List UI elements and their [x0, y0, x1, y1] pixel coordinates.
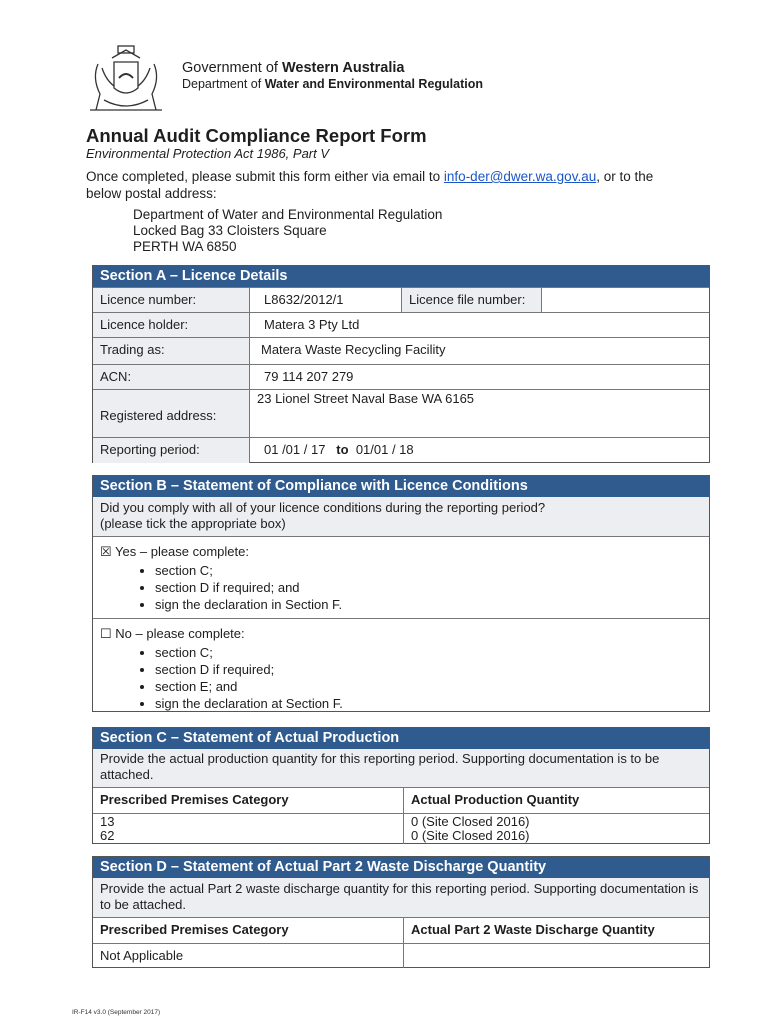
table-cell-quantity[interactable]: 0 (Site Closed 2016)	[411, 814, 530, 829]
address-line: Locked Bag 33 Cloisters Square	[133, 223, 327, 238]
production-table-body	[93, 813, 709, 844]
licence-holder-row	[93, 312, 709, 337]
list-item: • sign the declaration at Section F.	[155, 695, 702, 712]
yes-checkbox[interactable]: ☒	[100, 544, 112, 559]
section-d-waste-discharge	[92, 856, 710, 968]
quantity-column-header: Actual Production Quantity	[403, 788, 709, 813]
list-item: • section E; and	[155, 678, 702, 695]
trading-as-row	[93, 337, 709, 364]
address-line: Department of Water and Environmental Regulation	[133, 207, 443, 222]
acn-row	[93, 364, 709, 389]
no-steps-list	[100, 644, 702, 712]
production-instruction: Provide the actual production quantity for this reporting period. Supporting documentation is to be attached.	[93, 749, 709, 787]
no-option	[93, 618, 709, 712]
section-b-compliance	[92, 475, 710, 712]
reporting-period-label: Reporting period:	[93, 438, 249, 463]
licence-number-field[interactable]: L8632/2012/1	[249, 288, 401, 312]
section-c-production	[92, 727, 710, 844]
yes-option	[93, 536, 709, 618]
table-cell-category[interactable]: Not Applicable	[100, 948, 184, 963]
discharge-table-header	[93, 917, 709, 943]
registered-address-field[interactable]: 23 Lionel Street Naval Base WA 6165	[249, 390, 709, 437]
email-link[interactable]: info-der@dwer.wa.gov.au	[443, 169, 597, 184]
licence-file-number-label: Licence file number:	[401, 288, 541, 312]
trading-as-field[interactable]: Matera Waste Recycling Facility	[249, 338, 709, 364]
table-cell-category[interactable]: 62	[100, 828, 115, 843]
registered-address-label: Registered address:	[93, 390, 249, 437]
compliance-question: Did you comply with all of your licence conditions during the reporting period? (please tick the appropriate box)	[93, 497, 709, 536]
reporting-period-field[interactable]	[249, 438, 709, 463]
period-to: 01/01 / 18	[355, 442, 414, 457]
address-line: PERTH WA 6850	[133, 239, 237, 254]
section-a-heading: Section A – Licence Details	[93, 266, 709, 287]
licence-file-number-field[interactable]	[541, 288, 709, 312]
wa-government-crest-logo	[86, 44, 166, 116]
government-name: Government of Western Australia	[182, 60, 405, 76]
reporting-period-row	[93, 437, 709, 463]
licence-number-label: Licence number:	[93, 288, 249, 312]
section-a-licence-details	[92, 265, 710, 463]
discharge-quantity-column-header: Actual Part 2 Waste Discharge Quantity	[403, 918, 709, 943]
period-from: 01 /01 / 17	[264, 442, 326, 457]
licence-holder-label: Licence holder:	[93, 313, 249, 337]
period-to-word: to	[336, 442, 349, 457]
list-item: • section C;	[155, 644, 702, 661]
yes-label: Yes – please complete:	[115, 544, 249, 559]
category-column-header: Prescribed Premises Category	[100, 792, 289, 807]
list-item: • section D if required;	[155, 661, 702, 678]
form-version-footer: IR-F14 v3.0 (September 2017)	[72, 1009, 161, 1016]
licence-holder-field[interactable]: Matera 3 Pty Ltd	[249, 313, 709, 337]
form-title: Annual Audit Compliance Report Form	[86, 125, 427, 146]
licence-number-row	[93, 287, 709, 312]
discharge-instruction: Provide the actual Part 2 waste discharge quantity for this reporting period. Supporting documentation is to be attached.	[93, 878, 709, 917]
production-table-header	[93, 787, 709, 813]
category-column-header: Prescribed Premises Category	[100, 922, 289, 937]
list-item: • section D if required; and	[155, 579, 702, 596]
list-item: • section C;	[155, 562, 702, 579]
section-b-heading: Section B – Statement of Compliance with Licence Conditions	[93, 476, 709, 497]
list-item: • sign the declaration in Section F.	[155, 596, 702, 613]
table-row	[93, 943, 709, 968]
postal-address	[133, 207, 442, 255]
no-checkbox[interactable]: ☐	[100, 626, 112, 641]
table-cell-quantity[interactable]: 0 (Site Closed 2016)	[411, 828, 530, 843]
acn-field[interactable]: 79 114 207 279	[249, 365, 709, 389]
trading-as-label: Trading as:	[93, 338, 249, 364]
yes-steps-list	[100, 562, 702, 613]
registered-address-row	[93, 389, 709, 437]
table-cell-category[interactable]: 13	[100, 814, 115, 829]
acn-label: ACN:	[93, 365, 249, 389]
no-label: No – please complete:	[115, 626, 245, 641]
submission-instructions: Once completed, please submit this form either via email to info-der@dwer.wa.gov.au, or to the below postal address:	[86, 169, 654, 201]
table-cell-discharge-quantity[interactable]	[403, 944, 709, 968]
section-c-heading: Section C – Statement of Actual Production	[93, 728, 709, 749]
department-name: Department of Water and Environmental Regulation	[182, 77, 484, 91]
section-d-heading: Section D – Statement of Actual Part 2 Waste Discharge Quantity	[93, 857, 709, 878]
form-subtitle: Environmental Protection Act 1986, Part V	[86, 146, 330, 161]
